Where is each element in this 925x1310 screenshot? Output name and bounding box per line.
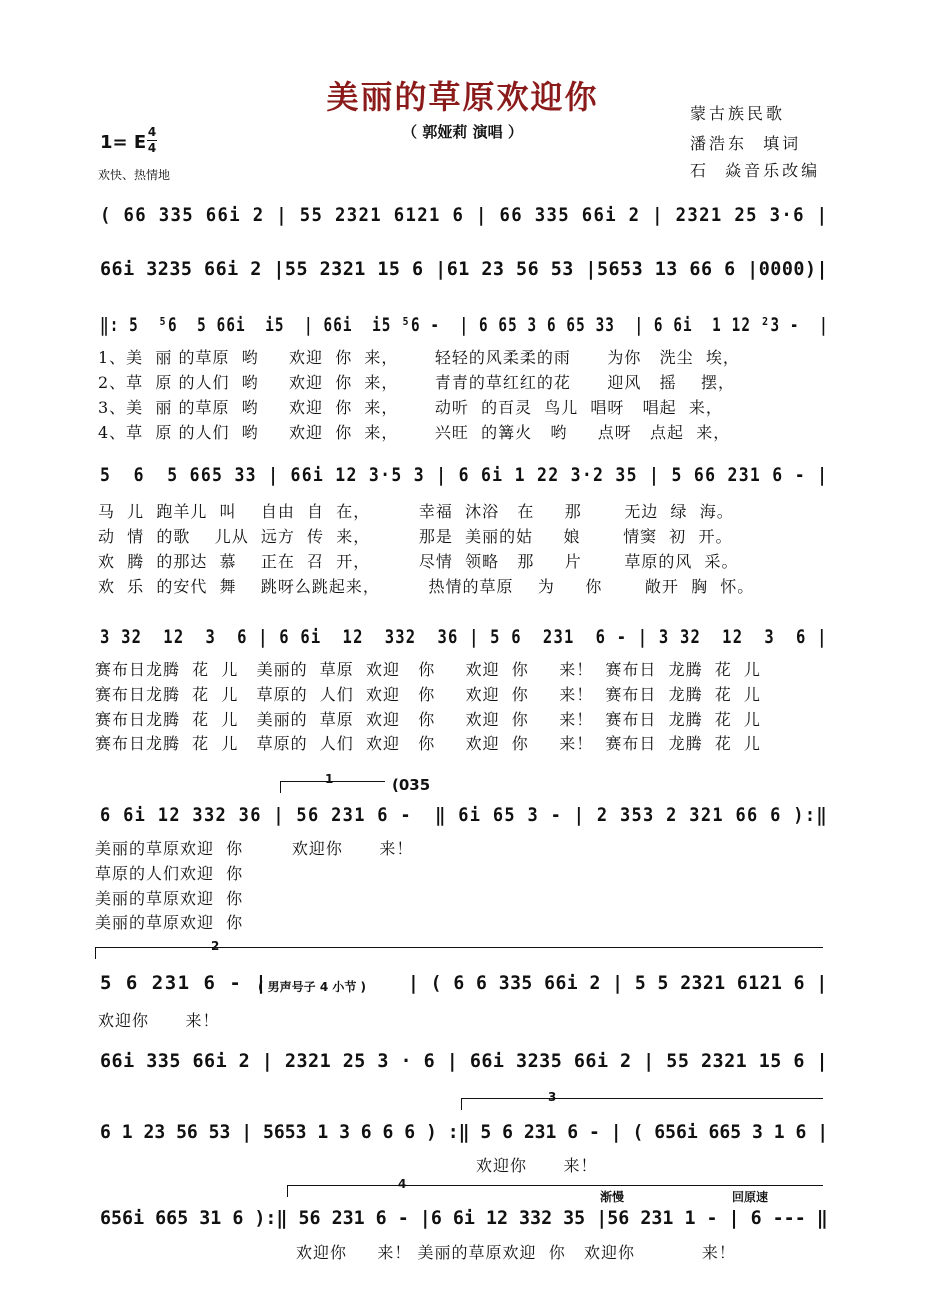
- lyric-line-3-verse-1: 1、美 丽 的草原 哟 欢迎 你 来， 轻轻的风柔柔的雨 为你 洗尘 埃，: [98, 348, 740, 367]
- lyric-line-7: 欢迎你 来！: [98, 1011, 220, 1030]
- lyric-line-5-verse-4: 赛布日龙腾 花 儿 草原的 人们 欢迎 你 欢迎 你 来！ 赛布日 龙腾 花 儿: [95, 734, 761, 753]
- volta-number-4: 4: [398, 1177, 407, 1191]
- marking-slow-down: 渐慢: [600, 1190, 625, 1204]
- notation-line-4: 5 6 5 665 33 | 66i 12 3·5 3 | 6 6i 1 22 3·2 35 | 5 66 231 6 - |: [100, 464, 829, 486]
- volta-bracket-3-hook: [461, 1098, 462, 1110]
- lyric-line-10: 欢迎你 来！ 美丽的草原欢迎 你 欢迎你 来！: [296, 1243, 736, 1262]
- notation-line-2: 66i 3235 66i 2 |55 2321 15 6 |61 23 56 53 |5653 13 66 6 |0000)|: [100, 258, 829, 280]
- lyric-line-4-verse-3: 欢 腾 的那达 慕 正在 召 开， 尽情 领略 那 片 草原的风 采。: [98, 552, 739, 571]
- notation-line-9: 6 1 23 56 53 | 5653 1 3 6 6 6 ) :‖ 5 6 231 6 - | ( 656i 665 3 1 6 |: [100, 1121, 829, 1143]
- credit-lyricist: 潘浩东 填词: [690, 134, 802, 153]
- lyric-line-3-verse-3: 3、美 丽 的草原 哟 欢迎 你 来， 动听 的百灵 鸟儿 唱呀 唱起 来，: [98, 398, 723, 417]
- credit-arranger: 石 焱音乐改编: [690, 161, 821, 180]
- notation-line-6: 6 6i 12 332 36 | 56 231 6 - ‖ 6i 65 3 - | 2 353 2 321 66 6 ):‖: [100, 804, 828, 826]
- male-chant-note: ( 男声号子 4 小节 ): [258, 980, 367, 994]
- song-title: 美丽的草原欢迎你: [326, 78, 599, 116]
- volta-number-2: 2: [211, 939, 220, 953]
- singer-credit: （ 郭娅莉 演唱 ）: [402, 123, 523, 141]
- time-signature-bottom: 4: [147, 141, 157, 155]
- tempo-marking: 欢快、热情地: [98, 168, 171, 182]
- notation-line-10: 656i 665 31 6 ):‖ 56 231 6 - |6 6i 12 332 35 |56 231 1 - | 6 --- ‖: [100, 1207, 828, 1229]
- volta-bracket-4-hook: [287, 1185, 288, 1197]
- lyric-line-6-verse-4: 美丽的草原欢迎 你: [95, 913, 244, 932]
- lyric-line-6-verse-2: 草原的人们欢迎 你: [95, 864, 244, 883]
- volta-1-pickup: (035: [392, 776, 431, 794]
- time-signature: [147, 126, 157, 155]
- lyric-line-3-verse-4: 4、草 原 的人们 哟 欢迎 你 来， 兴旺 的篝火 哟 点呀 点起 来，: [98, 423, 731, 442]
- notation-line-1: ( 66 335 66i 2 | 55 2321 6121 6 | 66 335 66i 2 | 2321 25 3·6 |: [100, 204, 829, 226]
- lyric-line-6-verse-3: 美丽的草原欢迎 你: [95, 889, 244, 908]
- volta-bracket-1-hook: [280, 781, 281, 793]
- lyric-line-4-verse-1: 马 儿 跑羊儿 叫 自由 自 在， 幸福 沐浴 在 那 无边 绿 海。: [98, 502, 734, 521]
- lyric-line-3-verse-2: 2、草 原 的人们 哟 欢迎 你 来， 青青的草红红的花 迎风 摇 摆，: [98, 373, 736, 392]
- volta-bracket-4: [287, 1185, 823, 1186]
- volta-number-1: 1: [325, 772, 334, 786]
- volta-bracket-2: [95, 947, 823, 948]
- marking-a-tempo: 回原速: [732, 1190, 769, 1204]
- volta-bracket-3: [461, 1098, 823, 1099]
- lyric-line-5-verse-2: 赛布日龙腾 花 儿 草原的 人们 欢迎 你 欢迎 你 来！ 赛布日 龙腾 花 儿: [95, 685, 761, 704]
- time-signature-top: 4: [147, 125, 157, 139]
- notation-line-7-end: | ( 6 6 335 66i 2 | 5 5 2321 6121 6 |: [408, 972, 828, 994]
- credit-origin: 蒙古族民歌: [690, 104, 786, 123]
- key-signature: 1= E: [100, 132, 147, 153]
- notation-line-7-start: 5 6 231 6 - |: [100, 972, 269, 994]
- notation-line-5: 3 32 12 3 6 | 6 6i 12 332 36 | 5 6 231 6 - | 3 32 12 3 6 |: [100, 626, 828, 648]
- lyric-line-4-verse-4: 欢 乐 的安代 舞 跳呀么跳起来， 热情的草原 为 你 敞开 胸 怀。: [98, 577, 755, 596]
- lyric-line-6-verse-1: 美丽的草原欢迎 你 欢迎你 来！: [95, 839, 414, 858]
- volta-bracket-2-hook: [95, 947, 96, 959]
- notation-line-8: 66i 335 66i 2 | 2321 25 3 · 6 | 66i 3235 66i 2 | 55 2321 15 6 |: [100, 1050, 829, 1072]
- lyric-line-5-verse-1: 赛布日龙腾 花 儿 美丽的 草原 欢迎 你 欢迎 你 来！ 赛布日 龙腾 花 儿: [95, 660, 761, 679]
- lyric-line-4-verse-2: 动 情 的歌 儿从 远方 传 来， 那是 美丽的姑 娘 情窦 初 开。: [98, 527, 733, 546]
- lyric-line-9: 欢迎你 来！: [476, 1156, 598, 1175]
- volta-number-3: 3: [548, 1090, 557, 1104]
- lyric-line-5-verse-3: 赛布日龙腾 花 儿 美丽的 草原 欢迎 你 欢迎 你 来！ 赛布日 龙腾 花 儿: [95, 710, 761, 729]
- notation-line-3: ‖: 5 ⁵6 5 66i i5 | 66i i5 ⁵6 - | 6 65 3 6 65 33 | 6 6i 1 12 ²3 - |: [100, 314, 829, 336]
